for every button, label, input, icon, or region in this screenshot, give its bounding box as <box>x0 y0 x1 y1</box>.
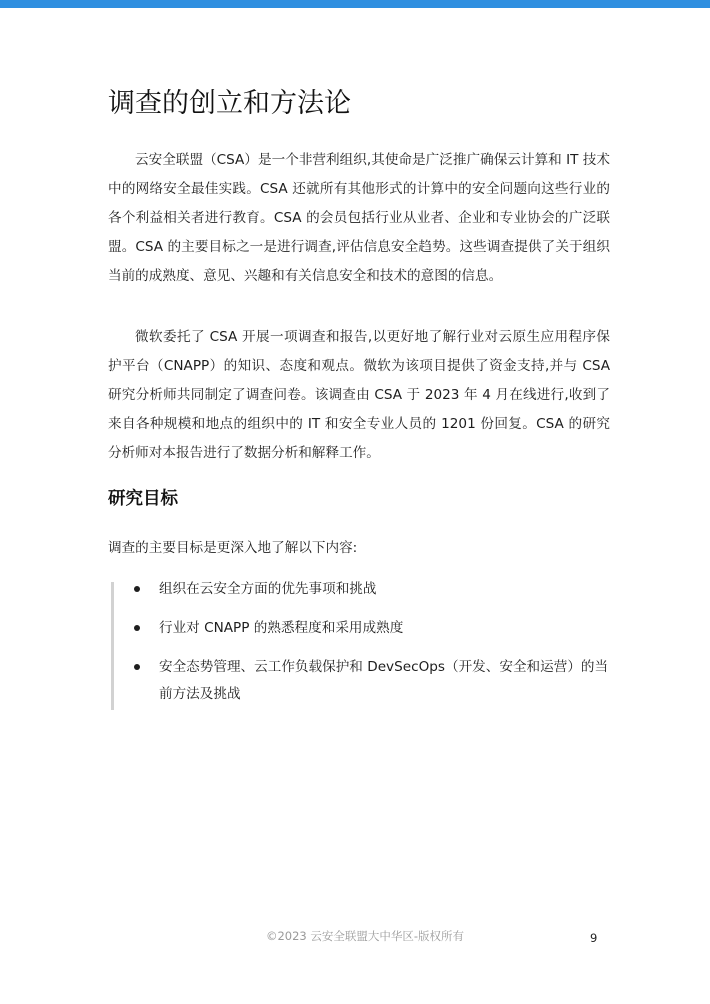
list-item-text: 组织在云安全方面的优先事项和挑战 <box>159 581 377 597</box>
objectives-list <box>132 576 610 720</box>
body-paragraph: 微软委托了 CSA 开展一项调查和报告,以更好地了解行业对云原生应用程序保护平台（CNAPP）的知识、态度和观点。微软为该项目提供了资金支持,并与 CSA 研究分析师共同制定了调查问卷。该调查由 CSA 于 2023 年 4 月在线进行,收到了来自各种规模和地点的组织中的 IT 和安全专业人员的 1201 份回复。CSA 的研究分析师对本报告进行了数据分析和解释工作。 <box>108 329 610 461</box>
list-item <box>132 654 610 708</box>
footer-copyright: ©2023 云安全联盟大中华区-版权所有 <box>265 929 465 943</box>
list-item-text: 行业对 CNAPP 的熟悉程度和采用成熟度 <box>159 620 404 636</box>
list-item-text: 安全态势管理、云工作负载保护和 DevSecOps（开发、安全和运营）的当前方法及挑战 <box>159 659 609 702</box>
bullet-icon <box>134 664 140 670</box>
bullet-icon <box>134 586 140 592</box>
section-heading: 研究目标 <box>108 489 178 509</box>
bullet-icon <box>134 625 140 631</box>
list-side-bar <box>111 582 114 710</box>
top-accent-bar <box>0 0 710 8</box>
page-title: 调查的创立和方法论 <box>108 88 351 119</box>
page-number: 9 <box>590 931 598 945</box>
body-paragraph: 云安全联盟（CSA）是一个非营利组织,其使命是广泛推广确保云计算和 IT 技术中的网络安全最佳实践。CSA 还就所有其他形式的计算中的安全问题向这些行业的各个利益相关者进行教育。CSA 的会员包括行业从业者、企业和专业协会的广泛联盟。CSA 的主要目标之一是进行调查,评估信息安全趋势。这些调查提供了关于组织当前的成熟度、意见、兴趣和有关信息安全和技术的意图的信息。 <box>108 152 610 284</box>
list-item <box>132 615 610 642</box>
list-item <box>132 576 610 603</box>
section-intro: 调查的主要目标是更深入地了解以下内容: <box>108 540 358 556</box>
